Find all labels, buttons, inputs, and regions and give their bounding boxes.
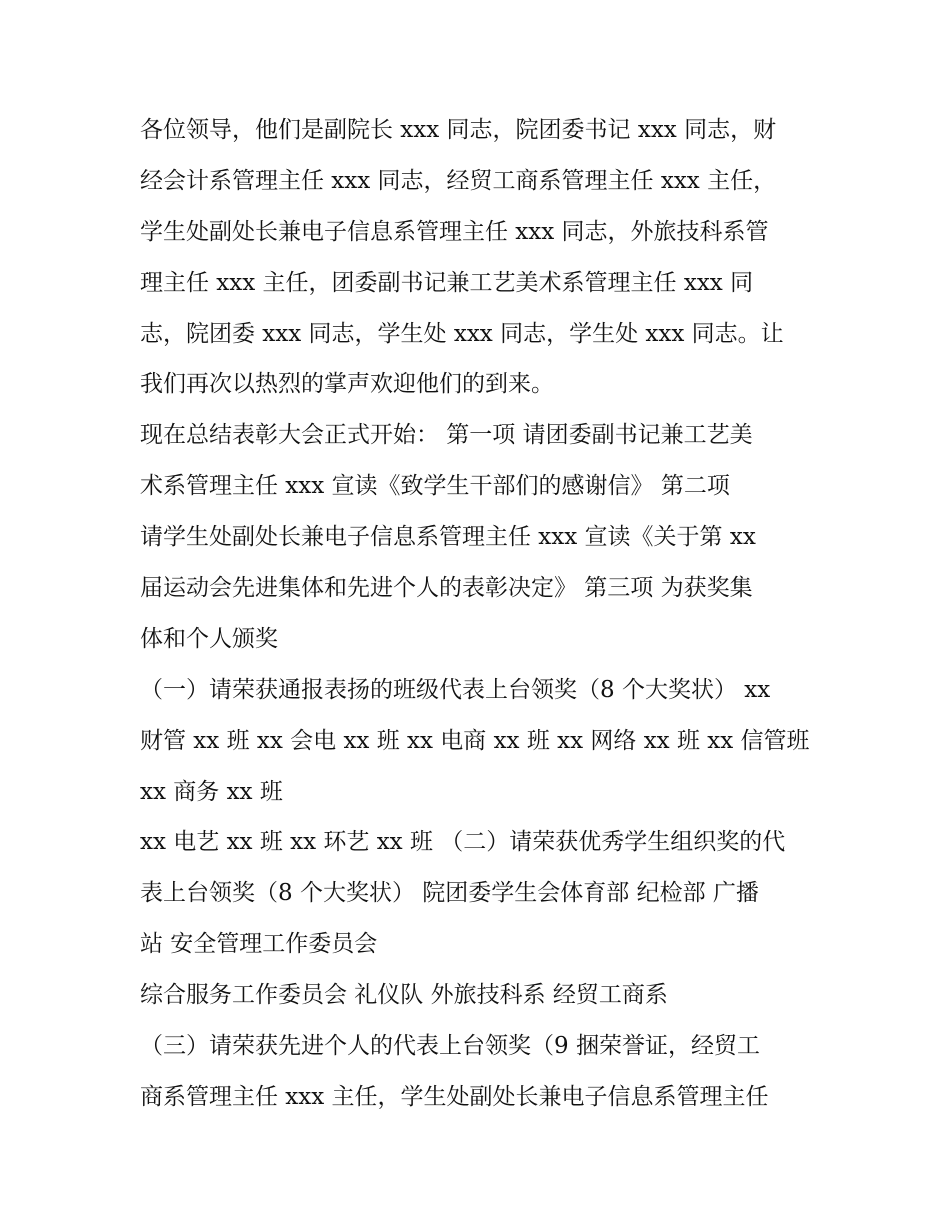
text-line: 表上台领奖（8 个大奖状） 院团委学生会体育部 纪检部 广播 [140,880,759,907]
text-line: 届运动会先进集体和先进个人的表彰决定》 第三项 为获奖集 [140,575,753,602]
text-line: 综合服务工作委员会 礼仪队 外旅技科系 经贸工商系 [140,982,668,1009]
text-line: 财管 xx 班 xx 会电 xx 班 xx 电商 xx 班 xx 网络 xx 班 xx 信管班 [140,727,810,754]
text-line: 体和个人颁奖 [140,625,278,652]
document-body [140,105,820,1123]
text-line: 志，院团委 xxx 同志，学生处 xxx 同志，学生处 xxx 同志。让 [140,320,784,347]
text-line: 术系管理主任 xxx 宣读《致学生干部们的感谢信》 第二项 [140,473,730,500]
text-line: 商系管理主任 xxx 主任，学生处副处长兼电子信息系管理主任 [140,1083,769,1110]
text-line: 请学生处副处长兼电子信息系管理主任 xxx 宣读《关于第 xx [140,524,756,551]
text-line: xx 商务 xx 班 [140,778,283,805]
text-line: xx 电艺 xx 班 xx 环艺 xx 班 （二）请荣获优秀学生组织奖的代 [140,829,786,856]
text-line: （一）请荣获通报表扬的班级代表上台领奖（8 个大奖状） xx [140,676,771,703]
text-line: 各位领导，他们是副院长 xxx 同志，院团委书记 xxx 同志，财 [140,117,777,143]
text-line: 经会计系管理主任 xxx 同志，经贸工商系管理主任 xxx 主任， [140,167,777,194]
text-line: 我们再次以热烈的掌声欢迎他们的到来。 [140,371,554,398]
text-line: （三）请荣获先进个人的代表上台领奖（9 捆荣誉证，经贸工 [140,1033,760,1060]
text-line: 站 安全管理工作委员会 [140,931,378,958]
text-line: 现在总结表彰大会正式开始： 第一项 请团委副书记兼工艺美 [140,422,753,449]
text-line: 学生处副处长兼电子信息系管理主任 xxx 同志，外旅技科系管 [140,218,769,245]
text-line: 理主任 xxx 主任，团委副书记兼工艺美术系管理主任 xxx 同 [140,269,754,296]
